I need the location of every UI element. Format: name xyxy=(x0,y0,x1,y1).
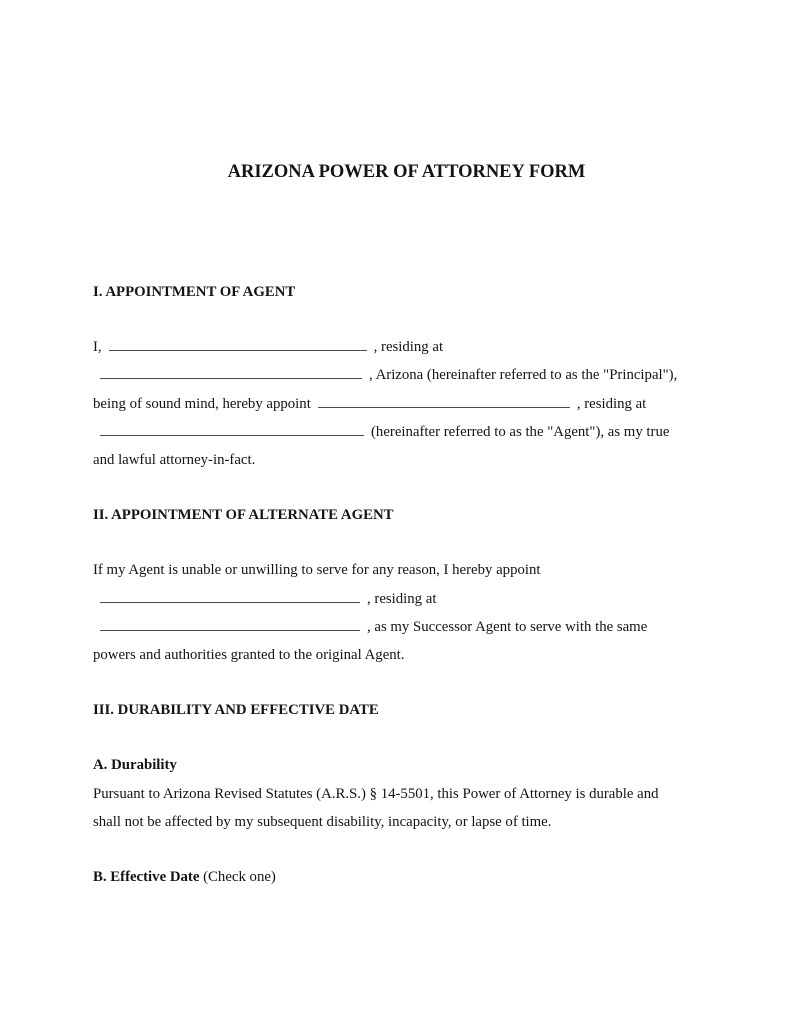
form-line xyxy=(93,390,720,418)
successor-agent-name-field[interactable] xyxy=(100,590,360,603)
form-line xyxy=(93,863,720,891)
principal-name-field[interactable] xyxy=(109,338,367,351)
text-run: , residing at xyxy=(576,395,647,412)
form-line xyxy=(93,780,720,808)
section-appointment-of-agent xyxy=(93,278,720,474)
text-run: , residing at xyxy=(367,590,437,607)
form-line xyxy=(93,361,720,389)
bold-text-run: B. Effective Date xyxy=(93,869,200,886)
form-line xyxy=(93,333,720,361)
text-run: powers and authorities granted to the original Agent. xyxy=(93,647,405,664)
section-durability-and-effective-date xyxy=(93,696,720,891)
form-line xyxy=(93,446,720,474)
text-run: I, xyxy=(93,339,102,356)
form-line xyxy=(93,418,720,446)
paragraph-block xyxy=(93,863,720,891)
document-title: ARIZONA POWER OF ATTORNEY FORM xyxy=(227,162,586,182)
successor-agent-address-field[interactable] xyxy=(100,618,360,631)
principal-address-field[interactable] xyxy=(100,366,362,379)
text-run: shall not be affected by my subsequent disability, incapacity, or lapse of time. xyxy=(93,813,552,830)
form-line xyxy=(93,641,720,669)
paragraph-block xyxy=(93,556,720,669)
document-body xyxy=(93,278,720,891)
paragraph-block xyxy=(93,751,720,836)
text-run: (Check one) xyxy=(199,869,276,886)
form-line xyxy=(93,613,720,641)
agent-address-field[interactable] xyxy=(100,423,364,436)
section-heading-appointment-of-agent: I. APPOINTMENT OF AGENT xyxy=(93,284,296,300)
form-line xyxy=(93,585,720,613)
section-appointment-of-alternate-agent xyxy=(93,501,720,669)
text-run: being of sound mind, hereby appoint xyxy=(93,395,311,412)
form-line xyxy=(93,751,720,779)
text-run: (hereinafter referred to as the "Agent"), as my true xyxy=(371,423,670,440)
form-line xyxy=(93,808,720,836)
text-run: If my Agent is unable or unwilling to serve for any reason, I hereby appoint xyxy=(93,562,541,579)
text-run: and lawful attorney-in-fact. xyxy=(93,452,256,469)
text-run: Pursuant to Arizona Revised Statutes (A.R.S.) § 14-5501, this Power of Attorney is durable and xyxy=(93,785,659,802)
bold-text-run: A. Durability xyxy=(93,757,177,774)
section-heading-durability-and-effective-date: III. DURABILITY AND EFFECTIVE DATE xyxy=(93,702,379,719)
paragraph-block xyxy=(93,333,720,474)
text-run: , Arizona (hereinafter referred to as the "Principal"), xyxy=(369,367,678,384)
section-heading-appointment-of-alternate-agent: II. APPOINTMENT OF ALTERNATE AGENT xyxy=(93,507,394,524)
text-run: , as my Successor Agent to serve with the same xyxy=(367,618,648,635)
form-line xyxy=(93,556,720,584)
text-run: , residing at xyxy=(373,339,444,356)
agent-name-field[interactable] xyxy=(318,395,570,408)
